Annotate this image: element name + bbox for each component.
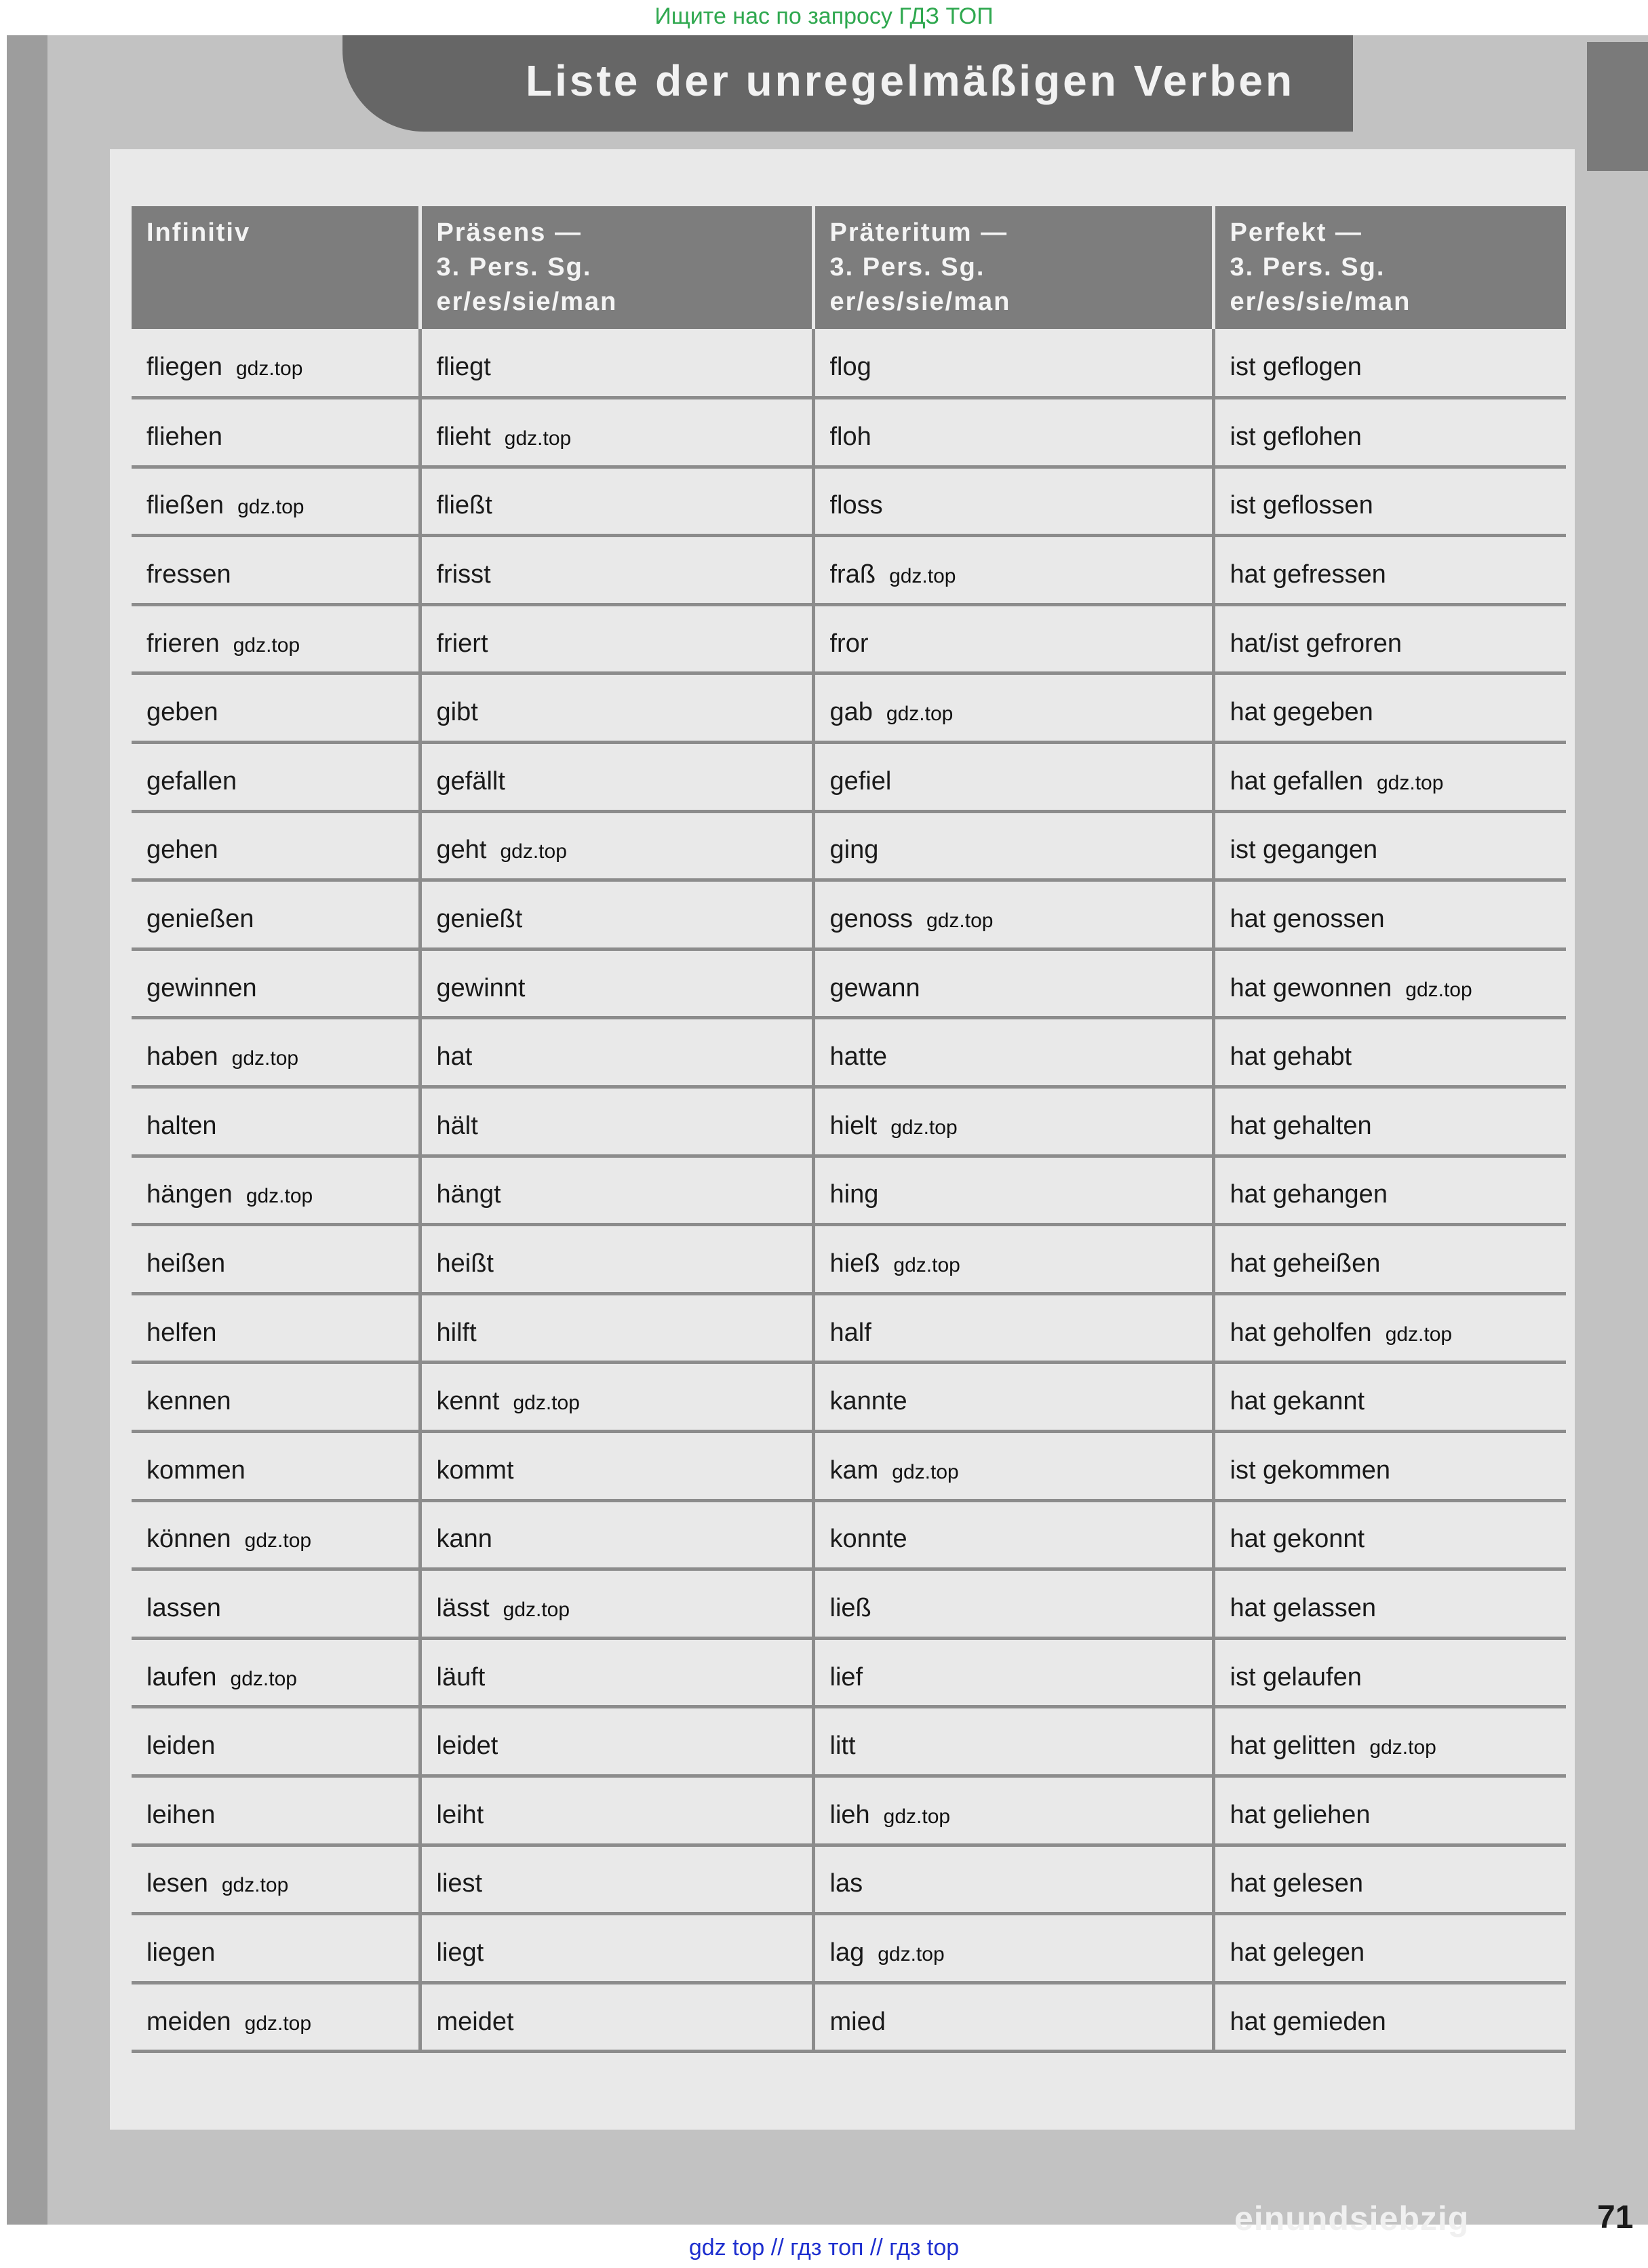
header-infinitiv: Infinitiv — [132, 206, 420, 329]
preterite-cell — [813, 673, 1213, 743]
preterite-cell-text: fror — [829, 629, 869, 658]
watermark: gdz.top — [231, 1047, 299, 1070]
table-row — [132, 1156, 1566, 1225]
infinitive-cell-text: können — [146, 1525, 231, 1554]
present-cell-text: genießt — [436, 905, 523, 934]
infinitive-cell-text: haben — [146, 1042, 218, 1072]
perfect-cell — [1213, 1432, 1566, 1501]
present-cell — [420, 1638, 813, 1707]
perfect-cell — [1213, 1638, 1566, 1707]
page-footer-word: einundsiebzig — [1234, 2199, 1470, 2237]
infinitive-cell-text: leihen — [146, 1800, 216, 1829]
perfect-cell-text: hat gewonnen — [1230, 973, 1392, 1002]
infinitive-cell-text: fliegen — [146, 353, 222, 382]
watermark: gdz.top — [892, 1460, 959, 1483]
preterite-cell-text: kam — [829, 1455, 879, 1485]
infinitive-cell — [132, 1569, 420, 1639]
preterite-cell-text: floss — [829, 491, 883, 520]
infinitive-cell-text: fließen — [146, 491, 224, 520]
table-row — [132, 467, 1566, 536]
watermark: gdz.top — [244, 1529, 312, 1552]
top-ad-banner[interactable]: Ищите нас по запросу ГДЗ ТОП — [654, 3, 994, 29]
infinitive-cell — [132, 1982, 420, 2052]
infinitive-cell-text: lassen — [146, 1593, 221, 1622]
infinitive-cell — [132, 1500, 420, 1569]
watermark: gdz.top — [246, 1185, 313, 1208]
watermark: gdz.top — [883, 1805, 951, 1828]
present-cell — [420, 1363, 813, 1432]
perfect-cell-text: hat gegeben — [1230, 698, 1373, 727]
present-cell — [420, 329, 813, 398]
perfect-cell-text: hat gelegen — [1230, 1938, 1365, 1967]
present-cell — [420, 743, 813, 812]
present-cell-text: gibt — [436, 698, 478, 727]
perfect-cell — [1213, 1707, 1566, 1776]
table-row — [132, 1569, 1566, 1639]
present-cell-text: kennt — [436, 1387, 500, 1416]
preterite-cell — [813, 1363, 1213, 1432]
page-binding-edge — [7, 35, 47, 2225]
present-cell — [420, 880, 813, 950]
infinitive-cell-text: lesen — [146, 1869, 208, 1898]
preterite-cell-text: kannte — [829, 1387, 907, 1416]
table-row — [132, 1363, 1566, 1432]
preterite-cell-text: gab — [829, 698, 873, 727]
present-cell — [420, 1707, 813, 1776]
table-row — [132, 1707, 1566, 1776]
present-cell — [420, 1293, 813, 1363]
present-cell-text: meidet — [436, 2007, 514, 2036]
infinitive-cell — [132, 1293, 420, 1363]
watermark: gdz.top — [500, 840, 567, 863]
preterite-cell-text: fraß — [829, 560, 876, 589]
infinitive-cell-text: kennen — [146, 1387, 231, 1416]
present-cell — [420, 604, 813, 673]
preterite-cell-text: hielt — [829, 1111, 878, 1140]
perfect-cell — [1213, 811, 1566, 880]
present-cell — [420, 1845, 813, 1914]
table-row — [132, 604, 1566, 673]
perfect-cell-text: hat gekonnt — [1230, 1525, 1365, 1554]
infinitive-cell-text: kommen — [146, 1455, 246, 1485]
preterite-cell-text: mied — [829, 2007, 886, 2036]
infinitive-cell — [132, 1156, 420, 1225]
present-cell — [420, 1225, 813, 1294]
infinitive-cell — [132, 673, 420, 743]
irregular-verbs-table — [132, 206, 1566, 2053]
present-cell — [420, 1432, 813, 1501]
present-cell-text: frisst — [436, 560, 491, 589]
preterite-cell-text: ließ — [829, 1593, 871, 1622]
present-cell-text: fließt — [436, 491, 492, 520]
present-cell — [420, 811, 813, 880]
infinitive-cell-text: gewinnen — [146, 973, 257, 1002]
perfect-cell — [1213, 1776, 1566, 1845]
infinitive-cell — [132, 1225, 420, 1294]
present-cell-text: läuft — [436, 1662, 486, 1692]
perfect-cell — [1213, 880, 1566, 950]
infinitive-cell — [132, 1914, 420, 1983]
present-cell — [420, 1500, 813, 1569]
infinitive-cell-text: meiden — [146, 2007, 231, 2036]
present-cell-text: kommt — [436, 1455, 514, 1485]
present-cell-text: liest — [436, 1869, 483, 1898]
table-row — [132, 1914, 1566, 1983]
infinitive-cell — [132, 1087, 420, 1156]
table-row — [132, 536, 1566, 605]
preterite-cell-text: flog — [829, 353, 871, 382]
present-cell — [420, 536, 813, 605]
preterite-cell — [813, 1500, 1213, 1569]
present-cell — [420, 949, 813, 1018]
page-edge-tab — [1587, 42, 1648, 171]
preterite-cell — [813, 949, 1213, 1018]
perfect-cell-text: hat/ist gefroren — [1230, 629, 1402, 658]
verb-list-panel — [110, 149, 1575, 2130]
table-row — [132, 1432, 1566, 1501]
watermark: gdz.top — [513, 1392, 580, 1415]
preterite-cell-text: las — [829, 1869, 863, 1898]
present-cell-text: hat — [436, 1042, 473, 1072]
present-cell-text: gewinnt — [436, 973, 526, 1002]
perfect-cell — [1213, 1914, 1566, 1983]
infinitive-cell-text: laufen — [146, 1662, 217, 1692]
present-cell-text: leiht — [436, 1800, 484, 1829]
table-row — [132, 1845, 1566, 1914]
perfect-cell — [1213, 1087, 1566, 1156]
watermark: gdz.top — [878, 1942, 945, 1966]
infinitive-cell — [132, 1018, 420, 1087]
table-row — [132, 1638, 1566, 1707]
infinitive-cell — [132, 880, 420, 950]
perfect-cell — [1213, 329, 1566, 398]
perfect-cell — [1213, 949, 1566, 1018]
watermark: gdz.top — [504, 427, 572, 450]
perfect-cell-text: ist gekommen — [1230, 1455, 1391, 1485]
infinitive-cell — [132, 604, 420, 673]
present-cell-text: gefällt — [436, 766, 505, 796]
table-row — [132, 743, 1566, 812]
table-row — [132, 811, 1566, 880]
perfect-cell — [1213, 1156, 1566, 1225]
perfect-cell-text: hat gelesen — [1230, 1869, 1363, 1898]
table-row — [132, 673, 1566, 743]
book-page — [7, 35, 1648, 2237]
preterite-cell-text: hatte — [829, 1042, 888, 1072]
infinitive-cell — [132, 949, 420, 1018]
present-cell — [420, 1776, 813, 1845]
present-cell-text: hilft — [436, 1318, 477, 1347]
infinitive-cell — [132, 536, 420, 605]
perfect-cell — [1213, 1569, 1566, 1639]
preterite-cell-text: konnte — [829, 1525, 907, 1554]
perfect-cell — [1213, 1500, 1566, 1569]
watermark: gdz.top — [230, 1667, 297, 1690]
watermark: gdz.top — [886, 703, 954, 726]
perfect-cell-text: hat gelitten — [1230, 1732, 1356, 1761]
perfect-cell-text: hat gefallen — [1230, 766, 1363, 796]
perfect-cell-text: hat gekannt — [1230, 1387, 1365, 1416]
preterite-cell — [813, 1845, 1213, 1914]
perfect-cell-text: hat geholfen — [1230, 1318, 1372, 1347]
preterite-cell — [813, 743, 1213, 812]
perfect-cell-text: ist geflogen — [1230, 353, 1362, 382]
watermark: gdz.top — [890, 1116, 958, 1139]
present-cell-text: fliegt — [436, 353, 491, 382]
present-cell — [420, 1914, 813, 1983]
present-cell — [420, 1569, 813, 1639]
watermark: gdz.top — [237, 496, 305, 519]
infinitive-cell-text: genießen — [146, 905, 254, 934]
preterite-cell — [813, 1638, 1213, 1707]
header-praesens: Präsens — 3. Pers. Sg. er/es/sie/man — [420, 206, 813, 329]
perfect-cell-text: ist gelaufen — [1230, 1662, 1362, 1692]
preterite-cell-text: half — [829, 1318, 871, 1347]
table-row — [132, 880, 1566, 950]
perfect-cell — [1213, 398, 1566, 467]
infinitive-cell — [132, 329, 420, 398]
watermark: gdz.top — [1377, 771, 1444, 794]
infinitive-cell-text: gefallen — [146, 766, 237, 796]
perfect-cell-text: hat gehalten — [1230, 1111, 1372, 1140]
preterite-cell — [813, 1569, 1213, 1639]
preterite-cell — [813, 1293, 1213, 1363]
title-bar — [342, 35, 1353, 132]
perfect-cell — [1213, 467, 1566, 536]
perfect-cell-text: ist gegangen — [1230, 836, 1378, 865]
preterite-cell-text: floh — [829, 422, 871, 451]
bottom-ad-banner[interactable]: gdz top // гдз топ // гдз top — [688, 2235, 960, 2261]
header-perfekt: Perfekt — 3. Pers. Sg. er/es/sie/man — [1213, 206, 1566, 329]
present-cell — [420, 1018, 813, 1087]
preterite-cell — [813, 880, 1213, 950]
preterite-cell — [813, 604, 1213, 673]
present-cell-text: hält — [436, 1111, 478, 1140]
infinitive-cell — [132, 1776, 420, 1845]
infinitive-cell — [132, 1638, 420, 1707]
infinitive-cell-text: liegen — [146, 1938, 216, 1967]
preterite-cell-text: lieh — [829, 1800, 870, 1829]
preterite-cell — [813, 1018, 1213, 1087]
table-row — [132, 1776, 1566, 1845]
watermark: gdz.top — [244, 2012, 312, 2035]
watermark: gdz.top — [503, 1598, 570, 1621]
perfect-cell — [1213, 1225, 1566, 1294]
preterite-cell — [813, 1914, 1213, 1983]
infinitive-cell-text: fressen — [146, 560, 231, 589]
infinitive-cell-text: geben — [146, 698, 218, 727]
preterite-cell-text: gewann — [829, 973, 920, 1002]
watermark: gdz.top — [893, 1254, 960, 1277]
watermark: gdz.top — [221, 1874, 289, 1897]
perfect-cell — [1213, 1363, 1566, 1432]
present-cell — [420, 1982, 813, 2052]
infinitive-cell — [132, 467, 420, 536]
preterite-cell-text: hieß — [829, 1249, 880, 1278]
perfect-cell — [1213, 743, 1566, 812]
present-cell-text: geht — [436, 836, 487, 865]
perfect-cell-text: hat gelassen — [1230, 1593, 1376, 1622]
perfect-cell-text: hat gemieden — [1230, 2007, 1386, 2036]
preterite-cell — [813, 398, 1213, 467]
perfect-cell-text: hat gehangen — [1230, 1180, 1388, 1209]
infinitive-cell — [132, 398, 420, 467]
infinitive-cell-text: halten — [146, 1111, 217, 1140]
watermark: gdz.top — [926, 910, 994, 933]
present-cell-text: liegt — [436, 1938, 484, 1967]
present-cell-text: hängt — [436, 1180, 501, 1209]
preterite-cell-text: genoss — [829, 905, 914, 934]
preterite-cell — [813, 1707, 1213, 1776]
preterite-cell-text: ging — [829, 836, 879, 865]
infinitive-cell-text: frieren — [146, 629, 220, 658]
perfect-cell — [1213, 536, 1566, 605]
preterite-cell — [813, 1156, 1213, 1225]
page-title: Liste der unregelmäßigen Verben — [526, 56, 1295, 105]
infinitive-cell — [132, 811, 420, 880]
preterite-cell — [813, 467, 1213, 536]
infinitive-cell — [132, 743, 420, 812]
header-praeteritum: Präteritum — 3. Pers. Sg. er/es/sie/man — [813, 206, 1213, 329]
perfect-cell-text: hat gehabt — [1230, 1042, 1352, 1072]
watermark: gdz.top — [235, 357, 303, 380]
perfect-cell — [1213, 604, 1566, 673]
perfect-cell-text: ist geflohen — [1230, 422, 1362, 451]
preterite-cell-text: lief — [829, 1662, 863, 1692]
preterite-cell — [813, 536, 1213, 605]
preterite-cell — [813, 1225, 1213, 1294]
infinitive-cell-text: leiden — [146, 1732, 216, 1761]
infinitive-cell — [132, 1432, 420, 1501]
infinitive-cell-text: fliehen — [146, 422, 222, 451]
preterite-cell — [813, 329, 1213, 398]
table-row — [132, 1293, 1566, 1363]
table-row — [132, 1225, 1566, 1294]
present-cell — [420, 673, 813, 743]
infinitive-cell — [132, 1707, 420, 1776]
present-cell-text: kann — [436, 1525, 492, 1554]
preterite-cell-text: litt — [829, 1732, 856, 1761]
table-row — [132, 329, 1566, 398]
present-cell-text: lässt — [436, 1593, 490, 1622]
infinitive-cell-text: helfen — [146, 1318, 217, 1347]
table-row — [132, 1018, 1566, 1087]
preterite-cell — [813, 1982, 1213, 2052]
table-row — [132, 1982, 1566, 2052]
watermark: gdz.top — [233, 633, 300, 657]
present-cell — [420, 1156, 813, 1225]
table-row — [132, 398, 1566, 467]
perfect-cell — [1213, 1982, 1566, 2052]
perfect-cell — [1213, 1293, 1566, 1363]
preterite-cell — [813, 811, 1213, 880]
infinitive-cell — [132, 1363, 420, 1432]
present-cell — [420, 1087, 813, 1156]
watermark: gdz.top — [1369, 1736, 1436, 1759]
perfect-cell — [1213, 673, 1566, 743]
page-number: 71 — [1597, 2199, 1634, 2235]
infinitive-cell — [132, 1845, 420, 1914]
table-row — [132, 949, 1566, 1018]
table-row — [132, 1087, 1566, 1156]
preterite-cell-text: gefiel — [829, 766, 892, 796]
preterite-cell-text: lag — [829, 1938, 865, 1967]
present-cell-text: friert — [436, 629, 488, 658]
perfect-cell-text: hat geliehen — [1230, 1800, 1371, 1829]
perfect-cell — [1213, 1018, 1566, 1087]
perfect-cell-text: hat genossen — [1230, 905, 1385, 934]
table-row — [132, 1500, 1566, 1569]
preterite-cell — [813, 1087, 1213, 1156]
infinitive-cell-text: gehen — [146, 836, 218, 865]
perfect-cell-text: ist geflossen — [1230, 491, 1373, 520]
present-cell-text: leidet — [436, 1732, 498, 1761]
present-cell-text: heißt — [436, 1249, 494, 1278]
table-header-row — [132, 206, 1566, 329]
present-cell-text: flieht — [436, 422, 491, 451]
perfect-cell — [1213, 1845, 1566, 1914]
preterite-cell — [813, 1432, 1213, 1501]
infinitive-cell-text: heißen — [146, 1249, 226, 1278]
watermark: gdz.top — [889, 565, 956, 588]
present-cell — [420, 398, 813, 467]
watermark: gdz.top — [1385, 1323, 1453, 1346]
present-cell — [420, 467, 813, 536]
preterite-cell — [813, 1776, 1213, 1845]
perfect-cell-text: hat gefressen — [1230, 560, 1386, 589]
preterite-cell-text: hing — [829, 1180, 879, 1209]
infinitive-cell-text: hängen — [146, 1180, 233, 1209]
watermark: gdz.top — [1405, 978, 1472, 1001]
perfect-cell-text: hat geheißen — [1230, 1249, 1381, 1278]
